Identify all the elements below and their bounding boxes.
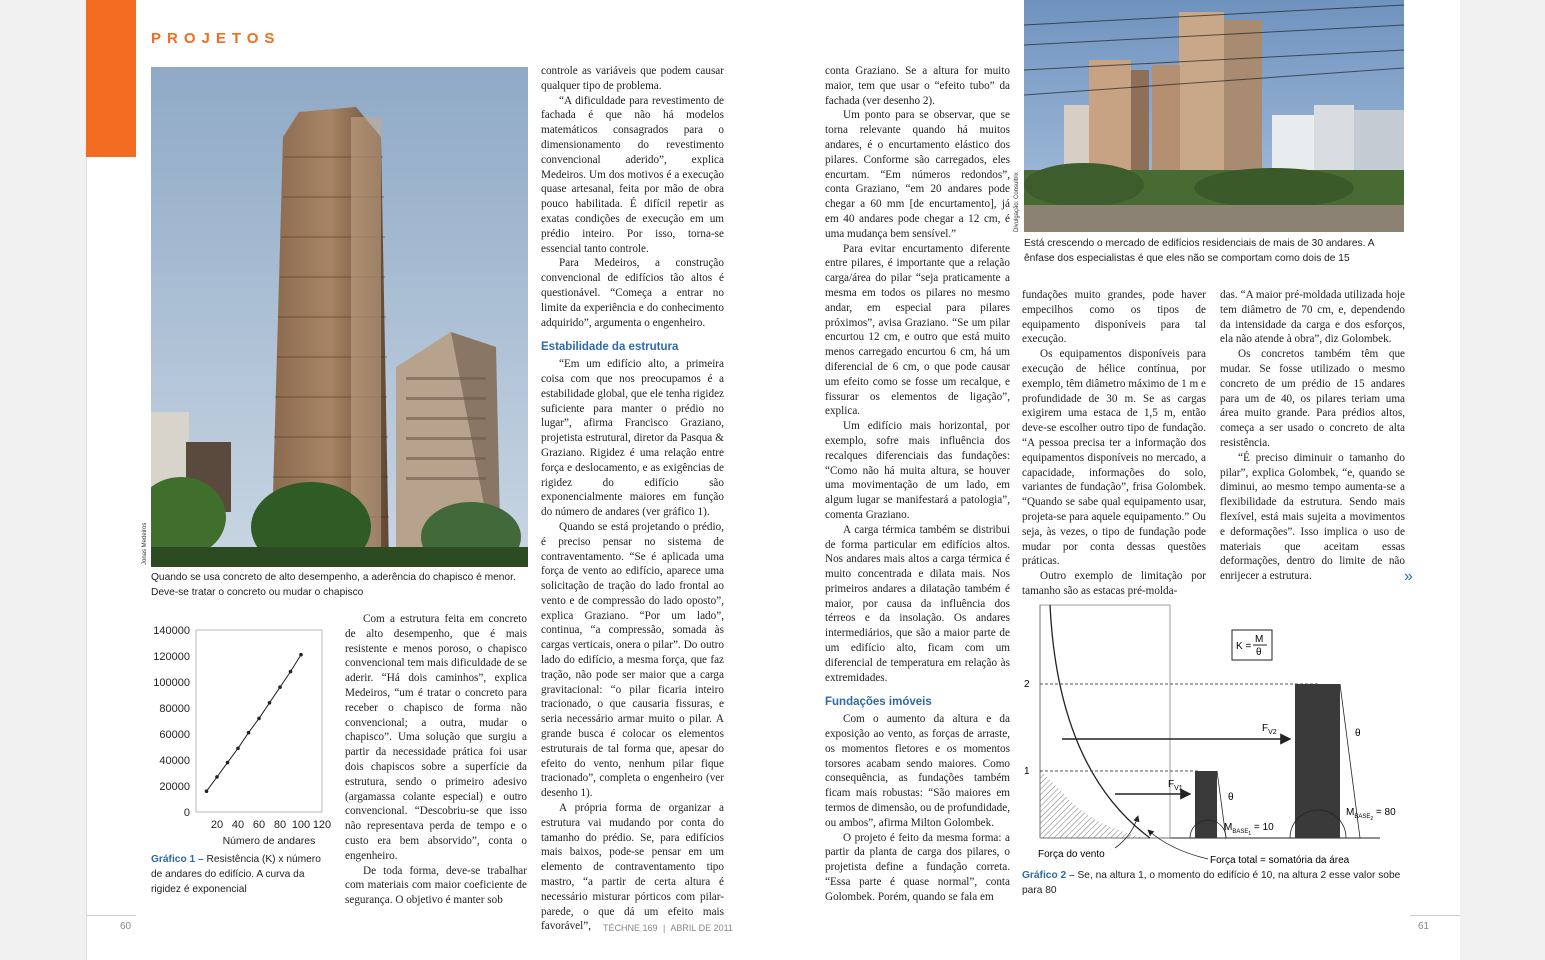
left-edge-line xyxy=(86,157,87,960)
paragraph: Para Medeiros, a construção convencional de edifícios tão altos é questionável. “Começa a entrar no limite da experiência e do conhecimento adquirido”, argumenta o engenheiro. xyxy=(541,257,724,329)
subheading-estabilidade: Estabilidade da estrutura xyxy=(541,341,679,354)
paragraph: De toda forma, deve-se trabalhar com materiais com maior coeficiente de segurança. O objetivo é manter sob xyxy=(345,864,527,907)
chart1-data-point xyxy=(205,789,209,793)
running-footer xyxy=(603,923,733,933)
graph2-level-2: 2 xyxy=(1024,679,1030,690)
section-title: PROJETOS xyxy=(151,30,281,47)
graph2-theta-1: θ xyxy=(1228,792,1234,803)
chart1-data-point xyxy=(236,747,240,751)
chart1-y-tick-label: 60000 xyxy=(159,729,190,741)
page-edge-left xyxy=(0,0,86,960)
chart1-x-tick-label: 80 xyxy=(273,819,287,831)
graph2-forca-vento: Força do vento xyxy=(1038,849,1105,860)
chart1-x-tick-label: 40 xyxy=(231,819,245,831)
graph2-formula-k: K = xyxy=(1236,641,1252,652)
chart1-plot-frame xyxy=(196,630,322,812)
paragraph: Um ponto para se observar, que se torna relevante quando há muitos andares, é o encurtamento elástico dos pilares. Conforme são carregados, eles encurtam. “Em números redondos”, conta Graziano, “em 20 andares pode chegar a 60 mm [de encurtamento], já em 40 andares pode chegar a 12 cm, é uma mudança bem sensível.” xyxy=(825,109,1010,240)
chart1-y-tick-label: 20000 xyxy=(159,781,190,793)
graph2-theta-2: θ xyxy=(1355,728,1361,739)
chart1-caption-text: Resistência (K) x número de andares do edifício. A curva da rigidez é exponencial xyxy=(151,854,321,895)
paragraph: “É preciso diminuir o tamanho do pilar”, explica Golombek, “e, quando se diminui, ao mesmo tempo aumenta-se a flexibilidade da estrutura. Sendo mais flexível, está mais sujeita a movimentos e deformações”. Isso implica o uso de materiais que aceitam essas deformações, dentro do limite de não enrijecer a estrutura. xyxy=(1220,451,1405,583)
chart1-y-tick-label: 140000 xyxy=(153,625,190,637)
graph2-caption-text: Se, na altura 1, o momento do edifício é 10, na altura 2 esse valor sobe para 80 xyxy=(1022,870,1401,896)
subheading-fundacoes: Fundações imóveis xyxy=(825,696,932,709)
chart1-series-line xyxy=(207,655,302,792)
graph2-diagram xyxy=(1020,600,1404,868)
paragraph: Quando se está projetando o prédio, é preciso pensar no sistema de contraventamento. “Se é aplicada uma força de vento ao edifício, aparece uma solicitação de tração do lado frontal ao vento e de compressão do lado oposto”, explica Graziano. “Por um lado”, continua, “a compressão, somada às cargas verticais, onera o pilar”. Do outro lado do edifício, a mesma força, que faz tração, não pode ser maior que a carga gravitacional: “o pilar ficaria inteiro tracionado, o que causaria fissuras, e seria necessário armar muito o pilar. A grande busca é colocar os elementos estruturais de tal forma que, apesar do efeito do vento, nenhum pilar fique tracionado”, completa o engenheiro (ver desenho 1). xyxy=(541,520,724,800)
graph2-formula-m: M xyxy=(1255,634,1264,645)
photo-skyline xyxy=(1024,0,1404,232)
chart1-y-tick-label: 80000 xyxy=(159,703,190,715)
graph2-caption-label: Gráfico 2 – xyxy=(1022,870,1075,881)
photo2-caption: Está crescendo o mercado de edifícios residenciais de mais de 30 andares. A ênfase dos especialistas é que eles não se comportam como dois de 15 xyxy=(1024,238,1374,264)
paragraph: das. “A maior pré-moldada utilizada hoje tem diâmetro de 70 cm, e, dependendo da intensidade da carga e dos esforços, ela não atende à obra”, diz Golombek. xyxy=(1220,289,1405,346)
paragraph: Um edifício mais horizontal, por exemplo, sofre mais influência dos recalques diferenciais das fundações: “Como não há muita altura, se houver uma movimentação de um lado, em algum lugar se manifestará a patologia”, comenta Graziano. xyxy=(825,420,1010,521)
graph2-fv2: $F_{V2}$ xyxy=(1262,723,1277,736)
graph2-mbase1: $M_{BASE1} = 10$ xyxy=(1224,822,1274,837)
paragraph: A própria forma de organizar a estrutura vai mudando por conta do tamanho do prédio. Se, para edifícios mais baixos, pode-se pensar em um elemento de contraventamento tipo mastro, “a partir de certa altura é necessário misturar pórticos com pilar-parede, o que dá um efeito mais favorável”, xyxy=(541,802,724,933)
issue-date: ABRIL DE 2011 xyxy=(670,923,733,933)
footer-separator: | xyxy=(663,923,666,933)
photo2-credit: Divulgação: Consultrix xyxy=(1014,172,1020,232)
paragraph: Com a estrutura feita em concreto de alto desempenho, que é mais resistente e menos poroso, o chapisco convencional tem mais dificuldade de se aderir. “Há dois caminhos”, explica Medeiros, “um é tratar o concreto para receber o chapisco de forma não convencional; a outra, mudar o chapisco”. Uma solução que surgiu a partir da necessidade prática foi usar dois chapiscos sobre a superfície da estrutura, sendo o primeiro adesivo (argamassa colante especial) e outro convencional. “Descobriu-se que isso não representava perda de tempo e o custo era bem absorvido”, conta o engenheiro. xyxy=(345,613,527,862)
chart1-y-tick-label: 40000 xyxy=(159,755,190,767)
magazine-name: TÉCHNE 169 xyxy=(603,923,658,933)
page-edge-right xyxy=(1460,0,1545,960)
paragraph: Os concretos também têm que mudar. Se fosse utilizado o mesmo concreto de um prédio de 15 andares para um de 40, os pilares teriam uma área muito grande. Para prédios altos, começa a ser usado o concreto de alta resistência. xyxy=(1220,348,1405,449)
chart1-caption xyxy=(151,852,331,897)
graph2-caption xyxy=(1022,868,1404,898)
footer-rule-left xyxy=(86,915,136,916)
chart1-data-point xyxy=(289,670,293,674)
chart1-x-tick-label: 100 xyxy=(291,819,311,831)
graph2-mbase2: $M_{BASE2} = 80$ xyxy=(1346,807,1396,822)
graph2-formula-theta: θ xyxy=(1256,647,1262,658)
page-number-right: 61 xyxy=(1418,921,1430,932)
graph2-level-1: 1 xyxy=(1024,766,1030,777)
chart1-data-point xyxy=(247,731,251,735)
photo-tall-building xyxy=(151,67,528,567)
chart1-x-axis-label: Número de andares xyxy=(222,835,316,847)
column-1 xyxy=(345,612,527,908)
paragraph: A carga térmica também se distribui de forma particular em edifícios altos. Nos andares mais altos a carga térmica é muito concentrada e dilata mais. Nos primeiros andares a dilatação também é maior, por causa da influência dos térreos e da insolação. Os andares intermediários, que são a maior parte de um edifício alto, ficam com um diferencial de temperatura em relação às extremidades. xyxy=(825,523,1010,684)
paragraph: fundações muito grandes, pode haver empecilhos como os tipos de equipamento disponíveis para tal execução. xyxy=(1022,289,1206,346)
chart1-data-point xyxy=(215,775,219,779)
chart1-data-point xyxy=(226,761,230,765)
chart1-data-point xyxy=(299,653,303,657)
column-2 xyxy=(541,64,724,934)
paragraph: Para evitar encurtamento diferente entre pilares, é importante que a relação carga/área do pilar “seja praticamente a mesma em todos os pilares no mesmo andar, em especial para pilares próximos”, avisa Graziano. “Se um pilar encurtou 12 cm, e outro que está muito menos carregado encurtou 6 cm, há um diferencial de 6 cm, o que pode causar um efeito como se fosse um recalque, e fissurar os elementos de ligação”, explica. xyxy=(825,242,1010,418)
chart1-data-point xyxy=(268,701,272,705)
chart1-y-tick-label: 100000 xyxy=(153,677,190,689)
paragraph: controle as variáveis que podem causar qualquer tipo de problema. xyxy=(541,65,724,92)
photo1-credit: Jonas Medeiros xyxy=(142,522,148,565)
graph2-fv1: $F_{V1}$ xyxy=(1168,779,1183,792)
chart1-caption-label: Gráfico 1 – xyxy=(151,854,204,865)
paragraph: Com o aumento da altura e da exposição ao vento, as forças de arraste, os momentos fletores e os momentos torsores acabam sendo maiores. Como consequência, as fundações também ficam mais robustas: “São maiores em termos de dimensão, ou de profundidade, ou ambos”, afirma Milton Golombek. xyxy=(825,713,1010,829)
orange-tab xyxy=(86,0,136,157)
paragraph: O projeto é feito da mesma forma: a partir da planta de carga dos pilares, o projetista define a fundação correta. “Essa parte é quase normal”, conta Golombek. Porém, quando se fala em xyxy=(825,831,1010,903)
column-4 xyxy=(1022,288,1206,599)
footer-rule-right xyxy=(1410,915,1460,916)
chart1-data-point xyxy=(257,717,261,721)
graph2-forca-total: Força total = somatória da área xyxy=(1210,855,1350,866)
chart1-x-tick-label: 120 xyxy=(312,819,332,831)
chart1 xyxy=(148,620,338,852)
chart1-x-tick-label: 20 xyxy=(210,819,224,831)
paragraph: Os equipamentos disponíveis para execução de hélice contínua, por exemplo, têm diâmetro máximo de 1 m e profundidade de 30 m. Se as cargas exigirem uma estaca de 1,5 m, então deve-se escolher outro tipo de fundação. “A pessoa precisa ter a informação dos equipamentos disponíveis no mercado, a capacidade, informações do solo, variantes de fundação”, frisa Golombek. “Quando se sabe qual equipamento usar, projeta-se para aquele equipamento.” Ou seja, às vezes, o tipo de fundação pode mudar por conta dessas questões práticas. xyxy=(1022,348,1206,568)
photo1-caption: Quando se usa concreto de alto desempenho, a aderência do chapisco é menor. Deve-se tratar o concreto ou mudar o chapisco xyxy=(151,572,516,598)
paragraph: “Em um edifício alto, a primeira coisa com que nos preocupamos é a estabilidade global, que ele tenha rigidez suficiente para manter o prédio no lugar”, afirma Francisco Graziano, projetista estrutural, diretor da Pasqua & Graziano. Rigidez é uma relação entre força e deslocamento, e as exigências de rigidez do edifício são exponencialmente maiores em função do número de andares (ver gráfico 1). xyxy=(541,358,724,519)
column-3 xyxy=(825,64,1010,905)
page-number-left: 60 xyxy=(120,921,132,932)
column-5 xyxy=(1220,288,1405,584)
paragraph: Outro exemplo de limitação por tamanho são as estacas pré-molda- xyxy=(1022,570,1206,597)
chart1-x-tick-label: 60 xyxy=(252,819,266,831)
paragraph: “A dificuldade para revestimento de fachada é que não há modelos matemáticos consagrados para o dimensionamento do revestimento convencional aderido”, explica Medeiros. Um dos motivos é a execução quase artesanal, feita por mão de obra pouco habilitada. É difícil repetir as exatas condições de execução em um prédio inteiro. Por isso, torna-se essencial tanto controle. xyxy=(541,94,724,255)
chart1-y-tick-label: 120000 xyxy=(153,651,190,663)
continue-arrow-icon: » xyxy=(1404,568,1413,585)
chart1-data-point xyxy=(278,685,282,689)
paragraph: conta Graziano. Se a altura for muito maior, tem que usar o “efeito tubo” da fachada (ver desenho 2). xyxy=(825,65,1010,107)
chart1-y-tick-label: 0 xyxy=(183,807,190,819)
